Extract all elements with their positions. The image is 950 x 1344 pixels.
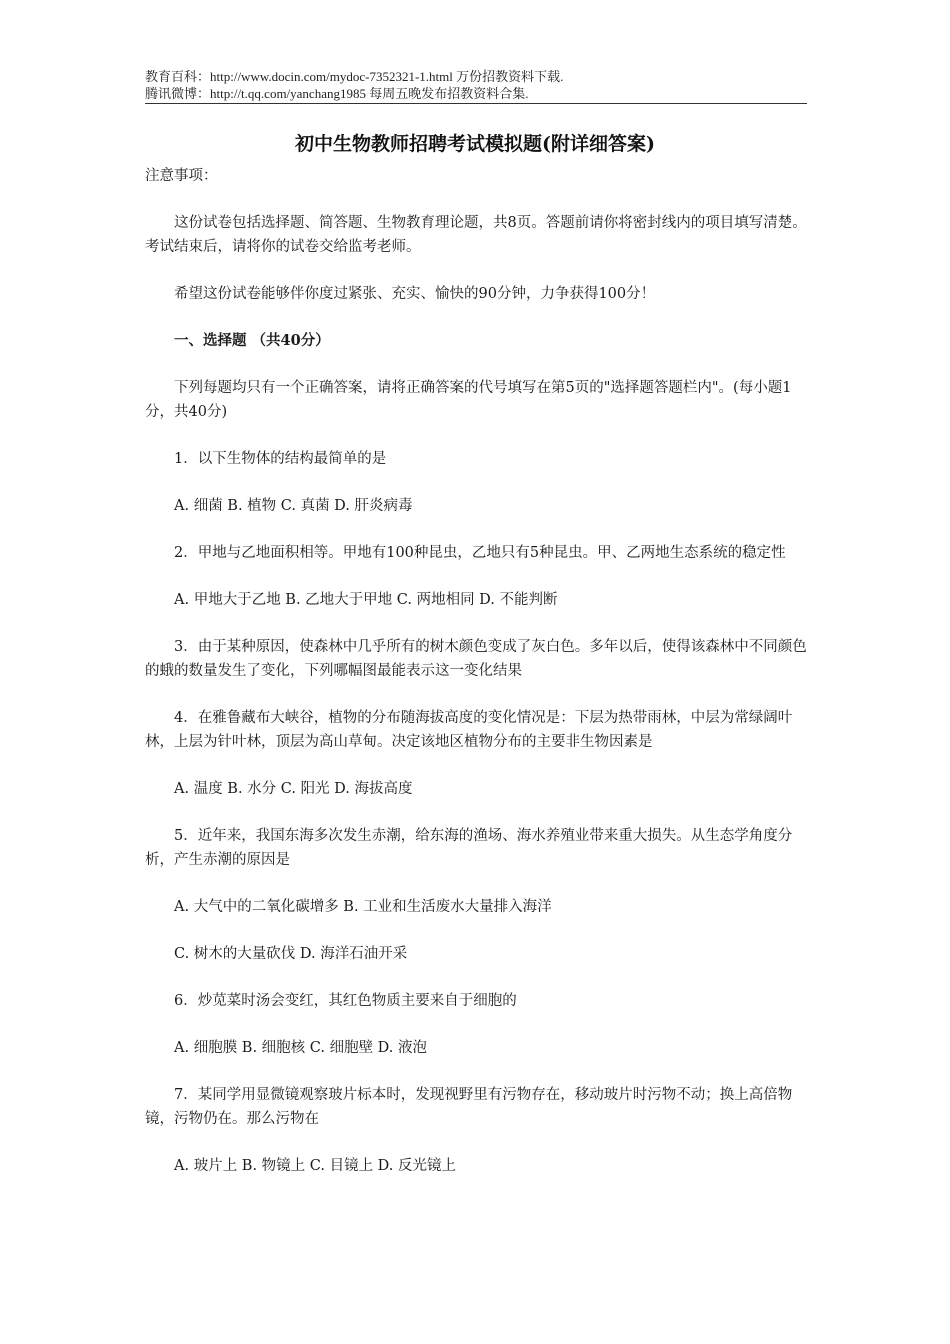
question-5-options-ab: A. 大气中的二氧化碳增多 B. 工业和生活废水大量排入海洋 (174, 899, 552, 915)
question-2-options: A. 甲地大于乙地 B. 乙地大于甲地 C. 两地相同 D. 不能判断 (174, 592, 558, 608)
question-5: 5．近年来，我国东海多次发生赤潮，给东海的渔场、海水养殖业带来重大损失。从生态学角度分析，产生赤潮的原因是 (145, 828, 793, 868)
question-7: 7．某同学用显微镜观察玻片标本时，发现视野里有污物存在，移动玻片时污物不动；换上高倍物镜，污物仍在。那么污物在 (145, 1087, 793, 1127)
question-5-options-cd: C. 树木的大量砍伐 D. 海洋石油开采 (174, 946, 408, 962)
document-title: 初中生物教师招聘考试模拟题(附详细答案) (295, 133, 655, 155)
question-3: 3．由于某种原因，使森林中几乎所有的树木颜色变成了灰白色。多年以后，使得该森林中不同颜色的蛾的数量发生了变化，下列哪幅图最能表示这一变化结果 (145, 639, 807, 679)
question-4-options: A. 温度 B. 水分 C. 阳光 D. 海拔高度 (174, 781, 413, 797)
question-2: 2．甲地与乙地面积相等。甲地有100种昆虫，乙地只有5种昆虫。甲、乙两地生态系统的稳定性 (174, 545, 786, 561)
notice-label: 注意事项： (145, 168, 218, 184)
section-heading-choice: 一、选择题 （共40分） (174, 332, 330, 349)
section-instructions: 下列每题均只有一个正确答案，请将正确答案的代号填写在第5页的"选择题答题栏内"。(每小题1分，共40分) (145, 380, 792, 420)
question-1: 1．以下生物体的结构最简单的是 (174, 451, 387, 467)
question-4: 4．在雅鲁藏布大峡谷，植物的分布随海拔高度的变化情况是：下层为热带雨林，中层为常绿阔叶林，上层为针叶林，顶层为高山草甸。决定该地区植物分布的主要非生物因素是 (145, 710, 793, 750)
intro-paragraph-1: 这份试卷包括选择题、简答题、生物教育理论题，共8页。答题前请你将密封线内的项目填写清楚。考试结束后，请将你的试卷交给监考老师。 (145, 215, 807, 255)
question-6-options: A. 细胞膜 B. 细胞核 C. 细胞壁 D. 液泡 (174, 1040, 428, 1056)
question-1-options: A. 细菌 B. 植物 C. 真菌 D. 肝炎病毒 (174, 498, 413, 514)
document-body (145, 164, 813, 1178)
page-header (145, 68, 807, 104)
intro-paragraph-2: 希望这份试卷能够伴你度过紧张、充实、愉快的90分钟，力争获得100分！ (174, 286, 656, 302)
header-line-weibo: 腾讯微博：http://t.qq.com/yanchang1985 每周五晚发布招教资料合集. (145, 86, 529, 101)
question-7-options: A. 玻片上 B. 物镜上 C. 目镜上 D. 反光镜上 (174, 1158, 457, 1174)
question-6: 6．炒苋菜时汤会变红，其红色物质主要来自于细胞的 (174, 993, 517, 1009)
header-line-baike: 教育百科：http://www.docin.com/mydoc-7352321-1.html 万份招教资料下载. (145, 69, 564, 84)
